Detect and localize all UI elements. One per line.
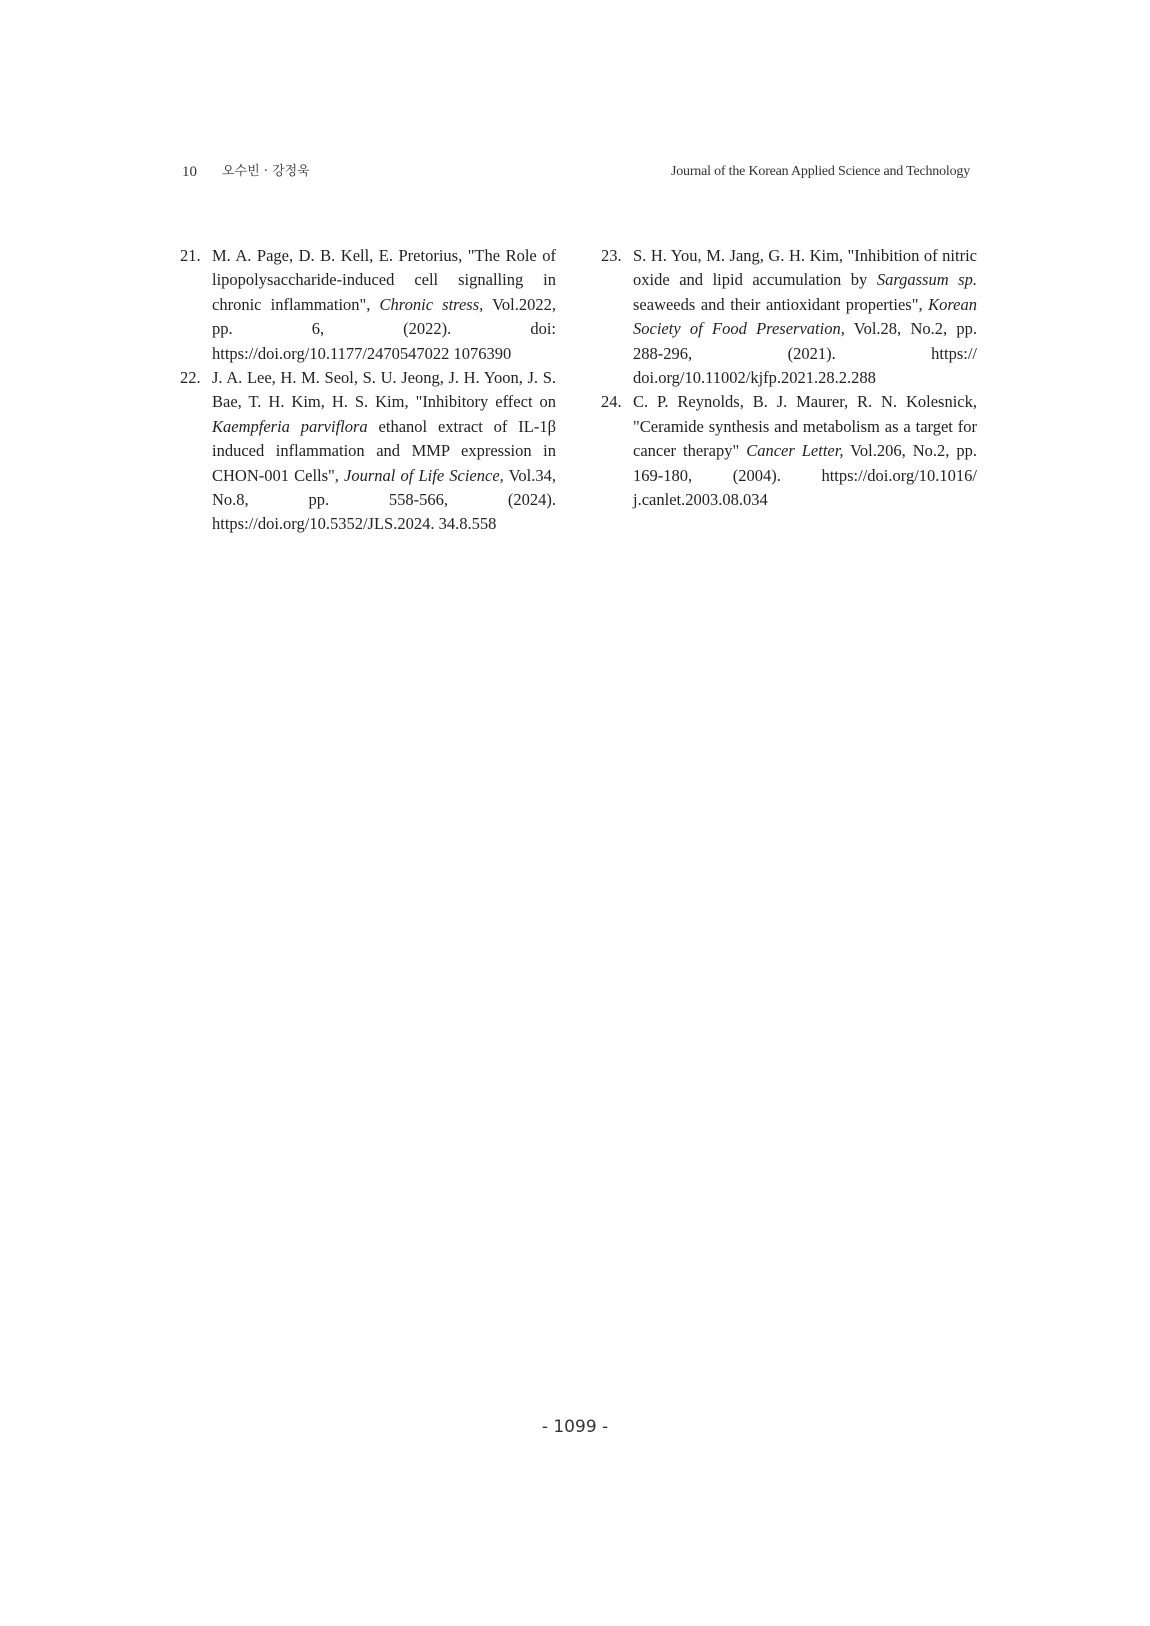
reference-item <box>180 244 556 366</box>
running-header <box>182 160 970 184</box>
reference-item <box>601 244 977 390</box>
reference-item <box>601 390 977 512</box>
reference-text: M. A. Page, D. B. Kell, E. Pretorius, "The Role of lipopolysaccharide-induced cell signalling in chronic inflammation", <box>212 246 556 314</box>
references-column-right <box>601 244 977 512</box>
reference-italic-title: Cancer Letter, <box>746 441 844 461</box>
reference-italic-title: Journal of Life Science, <box>344 465 504 485</box>
reference-text: C. P. Reynolds, B. J. Maurer, R. N. Kolesnick, "Ceramide synthesis and metabolism as a target for cancer therapy" <box>633 392 977 461</box>
page-footer-number: - 1099 - <box>541 1417 609 1437</box>
reference-text: Vol.206, No.2, pp. 169-180, (2004). https://doi.org/10.1016/ j.canlet.2003.08.034 <box>633 441 977 510</box>
references-column-left <box>180 244 556 537</box>
header-authors: 오수빈 · 강정욱 <box>222 164 310 179</box>
reference-italic-title: Korean Society of Food Preservation, <box>633 294 977 339</box>
reference-italic-title: Chronic stress, <box>379 294 484 314</box>
reference-text: seaweeds and their antioxidant properties", <box>633 294 929 314</box>
reference-text: ethanol extract of IL-1β induced inflammation and MMP expression in CHON-001 Cells", <box>212 416 556 485</box>
reference-italic-title: Sargassum sp. <box>876 270 977 290</box>
reference-text: Vol.28, No.2, pp. 288-296, (2021). https:// doi.org/10.11002/kjfp.2021.28.2.288 <box>633 319 977 388</box>
header-journal-title: Journal of the Korean Applied Science and Technology <box>671 164 970 179</box>
reference-text: Vol.34, No.8, pp. 558-566, (2024). https://doi.org/10.5352/JLS.2024. 34.8.558 <box>212 465 556 534</box>
header-page-number: 10 <box>182 164 197 180</box>
reference-number: 22. <box>180 368 201 388</box>
reference-number: 21. <box>180 246 201 265</box>
reference-text: Vol.2022, pp. 6, (2022). doi: https://doi.org/10.1177/2470547022 1076390 <box>212 294 557 363</box>
reference-item <box>180 366 556 537</box>
reference-text: S. H. You, M. Jang, G. H. Kim, "Inhibition of nitric oxide and lipid accumulation by <box>633 246 977 290</box>
reference-italic-title: Kaempferia parviflora <box>212 416 368 436</box>
reference-text: J. A. Lee, H. M. Seol, S. U. Jeong, J. H. Yoon, J. S. Bae, T. H. Kim, H. S. Kim, "Inhibitory effect on <box>212 368 556 412</box>
reference-number: 23. <box>601 246 622 265</box>
reference-number: 24. <box>601 392 622 412</box>
